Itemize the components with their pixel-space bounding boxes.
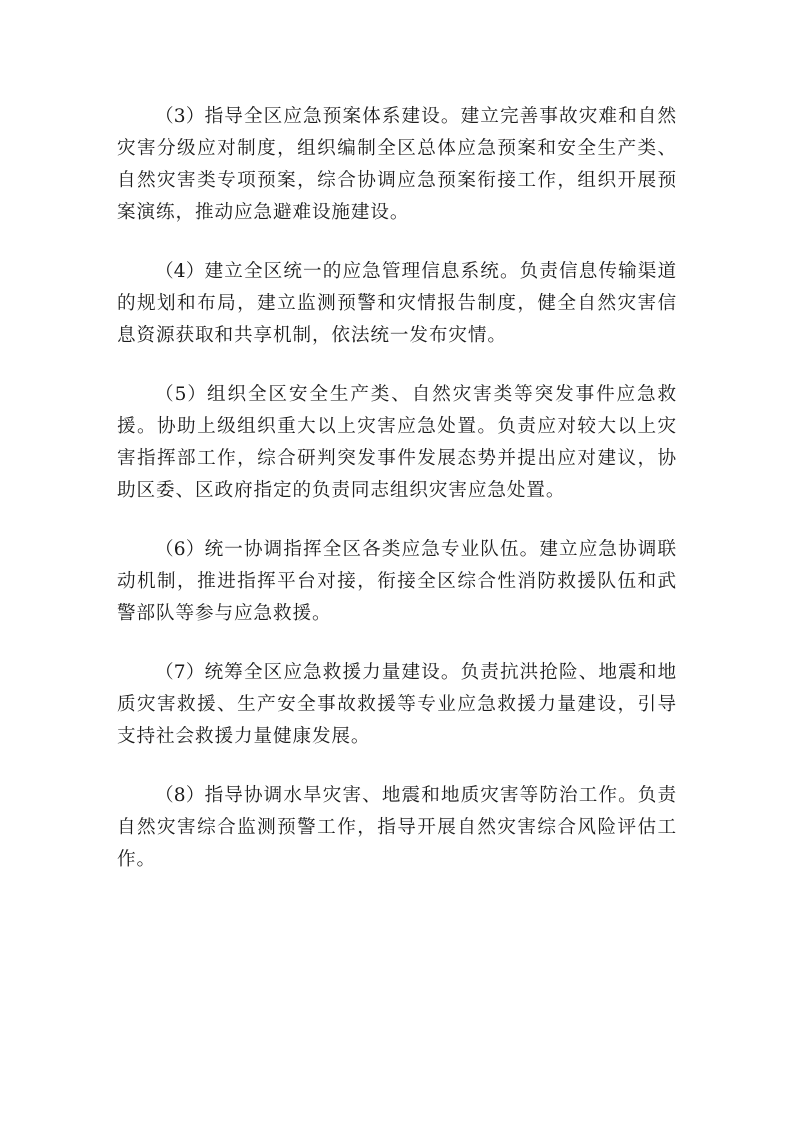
paragraph-number: （6）: [155, 539, 205, 560]
paragraph-text: 指导协调水旱灾害、地震和地质灾害等防治工作。负责自然灾害综合监测预警工作，指导开展自然灾害综合风险评估工作。: [117, 785, 677, 870]
paragraph-6: [117, 534, 677, 630]
paragraph-number: （5）: [155, 384, 207, 405]
paragraph-7: [117, 657, 677, 753]
paragraph-text: 建立全区统一的应急管理信息系统。负责信息传输渠道的规划和布局，建立监测预警和灾情报告制度，健全自然灾害信息资源获取和共享机制，依法统一发布灾情。: [117, 261, 677, 346]
paragraph-number: （7）: [155, 662, 205, 683]
document-body: [117, 101, 677, 903]
paragraph-number: （4）: [155, 261, 205, 282]
paragraph-number: （3）: [155, 106, 205, 127]
paragraph-text: 统筹全区应急救援力量建设。负责抗洪抢险、地震和地质灾害救援、生产安全事故救援等专业应急救援力量建设，引导支持社会救援力量健康发展。: [117, 662, 677, 747]
paragraph-5: [117, 379, 677, 507]
paragraph-3: [117, 101, 677, 229]
paragraph-text: 统一协调指挥全区各类应急专业队伍。建立应急协调联动机制，推进指挥平台对接，衔接全区综合性消防救援队伍和武警部队等参与应急救援。: [117, 539, 677, 624]
paragraph-text: 指导全区应急预案体系建设。建立完善事故灾难和自然灾害分级应对制度，组织编制全区总体应急预案和安全生产类、自然灾害类专项预案，综合协调应急预案衔接工作，组织开展预案演练，推动应急避难设施建设。: [117, 106, 677, 223]
paragraph-number: （8）: [155, 785, 205, 806]
paragraph-8: [117, 780, 677, 876]
paragraph-text: 组织全区安全生产类、自然灾害类等突发事件应急救援。协助上级组织重大以上灾害应急处置。负责应对较大以上灾害指挥部工作，综合研判突发事件发展态势并提出应对建议，协助区委、区政府指定的负责同志组织灾害应急处置。: [117, 384, 677, 501]
paragraph-4: [117, 256, 677, 352]
